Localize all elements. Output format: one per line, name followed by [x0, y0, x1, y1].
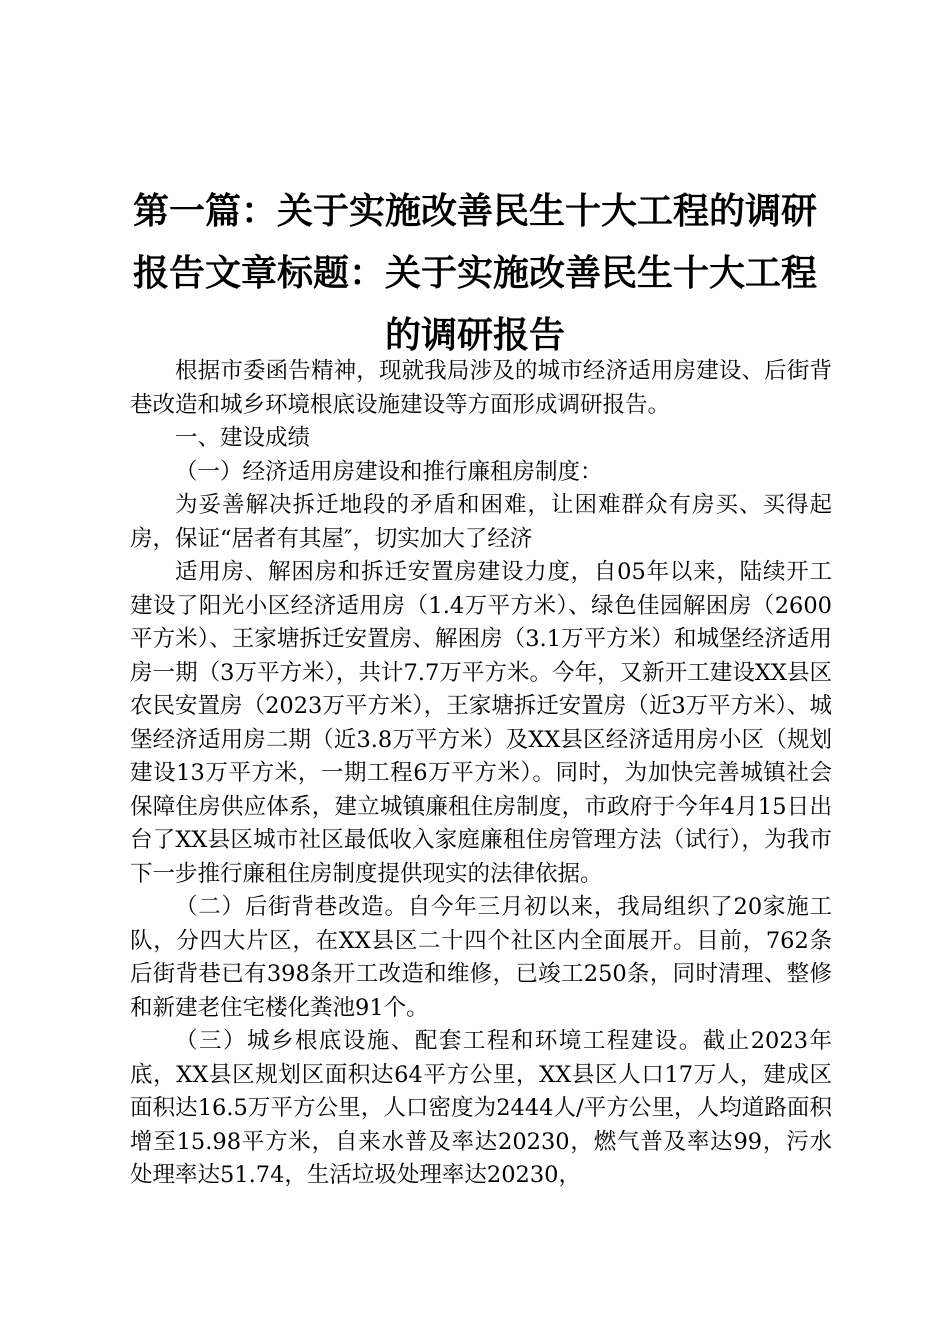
- subsection-heading-housing: （一）经济适用房建设和推行廉租房制度：: [175, 458, 603, 485]
- paragraph-infrastructure: （三）城乡根底设施、配套工程和环境工程建设。截止2023年底，XX县区规划区面积达64平方公里，XX县区人口17万人，建成区面积达16.5万平方公里，人口密度为2444人/平方公里，人均道路面积增至15.98平方米，自来水普及率达20230，燃气普及率达99，污水处理率达51.74，生活垃圾处理率达20230，: [130, 1028, 832, 1188]
- paragraph-housing-detail: 适用房、解困房和拆迁安置房建设力度，自05年以来，陆续开工建设了阳光小区经济适用房（1.4万平方米）、绿色佳园解困房（2600平方米）、王家塘拆迁安置房、解困房（3.1万平方米）和城堡经济适用房一期（3万平方米），共计7.7万平方米。今年，又新开工建设XX县区农民安置房（2023万平方米），王家塘拆迁安置房（近3万平方米）、城堡经济适用房二期（近3.8万平方米）及XX县区经济适用房小区（规划建设13万平方米，一期工程6万平方米）。同时，为加快完善城镇社会保障住房供应体系，建立城镇廉租住房制度，市政府于今年4月15日出台了XX县区城市社区最低收入家庭廉租住房管理方法（试行），为我市下一步推行廉租住房制度提供现实的法律依据。: [130, 559, 832, 887]
- paragraph-back-streets: （二）后街背巷改造。自今年三月初以来，我局组织了20家施工队，分四大片区，在XX县区二十四个社区内全面展开。目前，762条后街背巷已有398条开工改造和维修，已竣工250条，同时清理、整修和新建老住宅楼化粪池91个。: [130, 894, 832, 1021]
- document-body: [130, 355, 832, 1193]
- paragraph-housing-intro: 为妥善解决拆迁地段的矛盾和困难，让困难群众有房买、买得起房，保证“居者有其屋″，切实加大了经济: [130, 492, 832, 552]
- section-heading-achievements: 一、建设成绩: [175, 425, 311, 451]
- paragraph-intro: 根据市委函告精神，现就我局涉及的城市经济适用房建设、后街背巷改造和城乡环境根底设施建设等方面形成调研报告。: [130, 358, 832, 418]
- document-title: 第一篇：关于实施改善民生十大工程的调研报告文章标题：关于实施改善民生十大工程的调研报告: [132, 190, 817, 356]
